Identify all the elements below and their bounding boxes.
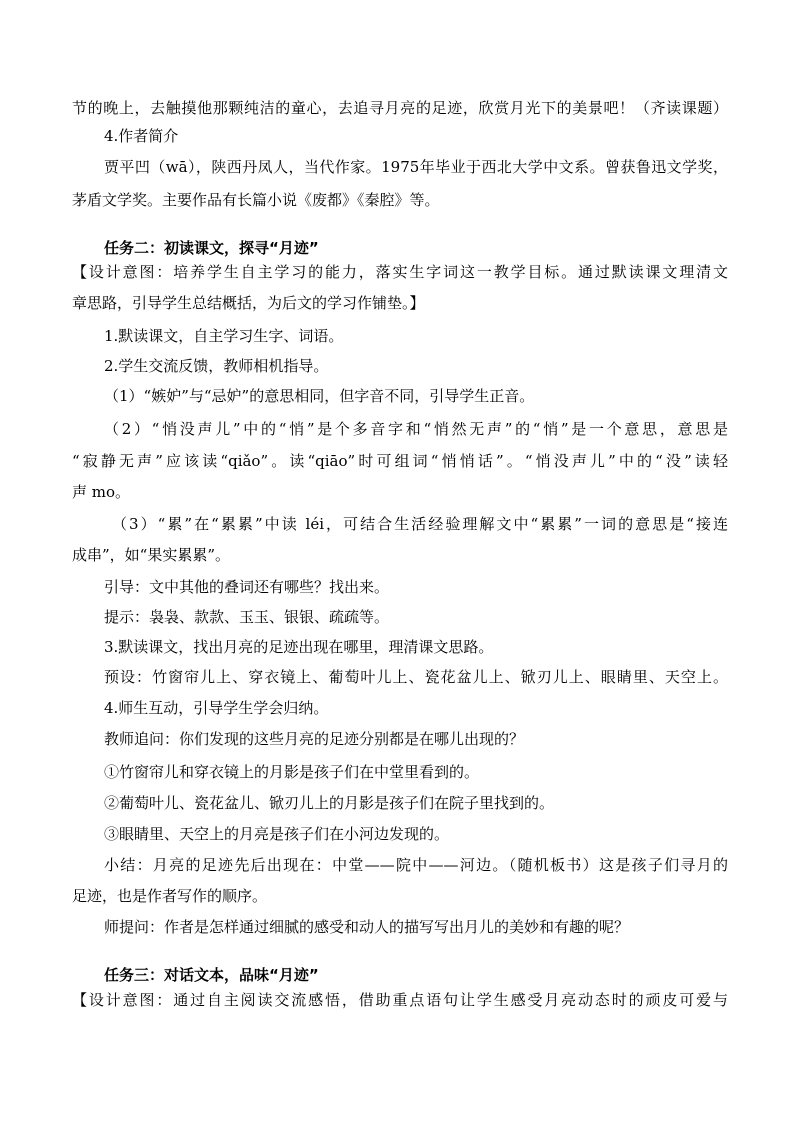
task2-title: 任务二：初读课文，探寻“月迹” [104,239,319,257]
task3-title: 任务三：对话文本，品味“月迹” [104,966,319,984]
summary: 小结：月亮的足迹先后出现在：中堂——院中——河边。（随机板书）这是孩子们寻月的 [104,856,728,874]
paragraph: （3）“累”在“累累”中读 léi，可结合生活经验理解文中“累累”一词的意思是“接连 [112,515,728,533]
paragraph: 成串”，如“果实累累”。 [72,546,231,564]
author-line: 茅盾文学奖。主要作品有长篇小说《废都》《秦腔》等。 [72,191,440,209]
paragraph: 1.默读课文，自主学习生字、词语。 [104,327,344,345]
list-item: ②葡萄叶儿、瓷花盆儿、锨刃儿上的月影是孩子们在院子里找到的。 [104,794,555,812]
paragraph: （1）“嫉妒”与“忌妒”的意思相同，但字音不同，引导学生正音。 [104,387,535,405]
intro-line: 节的晚上，去触摸他那颗纯洁的童心，去追寻月亮的足迹，欣赏月光下的美景吧！（齐读课题） [72,99,728,117]
paragraph: 预设：竹窗帘儿上、穿衣镜上、葡萄叶儿上、瓷花盆儿上、锨刃儿上、眼睛里、天空上。 [104,668,728,686]
paragraph: 师提问：作者是怎样通过细腻的感受和动人的描写写出月儿的美妙和有趣的呢？ [104,918,630,936]
summary: 足迹，也是作者写作的顺序。 [72,887,268,905]
author-line: 贾平凹（wā），陕西丹凤人，当代作家。1975年毕业于西北大学中文系。曾获鲁迅文学奖， [104,158,728,176]
design-intent: 【设计意图：通过自主阅读交流感悟，借助重点语句让学生感受月亮动态时的顽皮可爱与 [72,991,728,1009]
design-intent: 【设计意图：培养学生自主学习的能力，落实生字词这一教学目标。通过默读课文理清文 [72,263,728,281]
paragraph: 2.学生交流反馈，教师相机指导。 [104,357,329,375]
paragraph: 提示：袅袅、款款、玉玉、银银、疏疏等。 [104,608,390,626]
list-item: ③眼睛里、天空上的月亮是孩子们在小河边发现的。 [104,825,450,843]
paragraph: 4.师生互动，引导学生学会归纳。 [104,699,329,717]
paragraph: 声 mo。 [72,483,131,501]
paragraph: 3.默读课文，找出月亮的足迹出现在哪里，理清课文思路。 [104,638,494,656]
author-heading: 4.作者简介 [104,127,179,145]
paragraph: 引导：文中其他的叠词还有哪些？找出来。 [104,578,390,596]
design-intent: 章思路，引导学生总结概括，为后文的学习作铺垫。】 [72,294,425,312]
paragraph: “寂静无声”应该读“qiǎo”。读“qiāo”时可组词“悄悄话”。“悄没声儿”中的“没”读轻 [72,452,728,470]
paragraph: 教师追问：你们发现的这些月亮的足迹分别都是在哪儿出现的？ [104,730,525,748]
list-item: ①竹窗帘儿和穿衣镜上的月影是孩子们在中堂里看到的。 [104,763,480,781]
paragraph: （2）“悄没声儿”中的“悄”是个多音字和“悄然无声”的“悄”是一个意思，意思是 [104,420,728,438]
